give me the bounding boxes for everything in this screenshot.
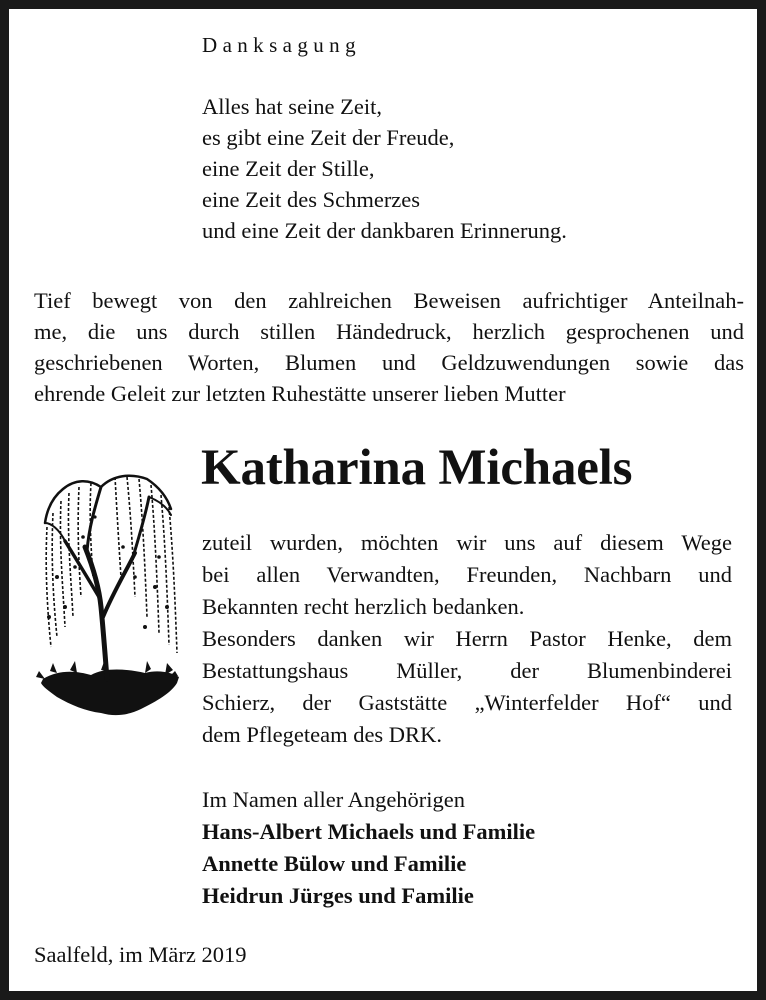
- poem-line: eine Zeit der Stille,: [202, 156, 375, 181]
- thanks-line: dem Pflegeteam des DRK.: [202, 722, 442, 747]
- signature-block: [202, 784, 535, 912]
- family-name: Heidrun Jürges und Familie: [202, 883, 474, 908]
- notice-heading: Danksagung: [202, 33, 361, 57]
- signature-intro: Im Namen aller Angehörigen: [202, 787, 466, 812]
- intro-line: geschriebenen Worten, Blumen und Geldzuwendungen sowie das: [34, 350, 744, 375]
- poem-line: eine Zeit des Schmerzes: [202, 187, 421, 212]
- poem: [202, 91, 567, 246]
- thanks-line: zuteil wurden, möchten wir uns auf diesem Wege: [202, 530, 732, 555]
- place-date: Saalfeld, im März 2019: [34, 942, 247, 967]
- thanks-paragraph: [202, 527, 732, 751]
- family-name: Annette Bülow und Familie: [202, 851, 467, 876]
- intro-line: ehrende Geleit zur letzten Ruhestätte unserer lieben Mutter: [34, 381, 566, 406]
- thanks-line: Bestattungshaus Müller, der Blumenbinderei: [202, 658, 732, 683]
- poem-line: und eine Zeit der dankbaren Erinnerung.: [202, 218, 567, 243]
- thanks-line: Bekannten recht herzlich bedanken.: [202, 594, 525, 619]
- intro-line: Tief bewegt von den zahlreichen Beweisen aufrichtiger Anteilnah-: [34, 288, 744, 313]
- deceased-name: Katharina Michaels: [201, 440, 633, 496]
- weeping-willow-icon: [35, 457, 181, 719]
- thanks-line: bei allen Verwandten, Freunden, Nachbarn und: [202, 562, 732, 587]
- thanks-line: Besonders danken wir Herrn Pastor Henke, dem: [202, 626, 732, 651]
- poem-line: Alles hat seine Zeit,: [202, 94, 382, 119]
- intro-line: me, die uns durch stillen Händedruck, herzlich gesprochenen und: [34, 319, 744, 344]
- thanks-line: Schierz, der Gaststätte „Winterfelder Hof“ und: [202, 690, 732, 715]
- intro-paragraph: [34, 285, 744, 409]
- family-name: Hans-Albert Michaels und Familie: [202, 819, 536, 844]
- poem-line: es gibt eine Zeit der Freude,: [202, 125, 455, 150]
